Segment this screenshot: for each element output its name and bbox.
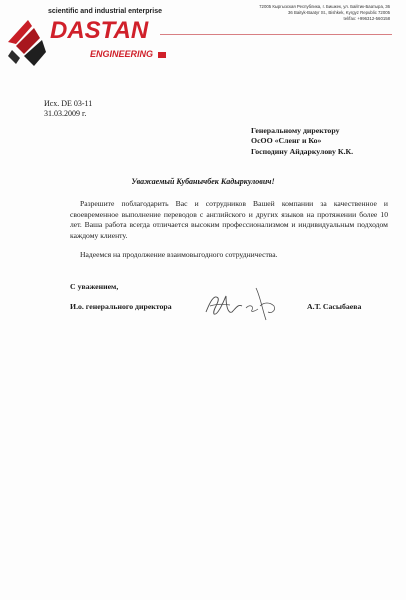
addressee-line-2: ОсОО «Сленг и Ко»: [251, 136, 322, 146]
address-line-3: tel/fax: +996312-560158: [343, 16, 390, 22]
salutation: Уважаемый Кубанычбек Кадыркулович!: [131, 177, 275, 186]
letterhead-divider: [160, 34, 392, 35]
addressee-line-1: Генеральному директору: [251, 126, 340, 135]
handwritten-signature: [196, 284, 282, 324]
company-brand-name: DASTAN: [50, 17, 149, 44]
company-tagline: scientific and industrial enterprise: [48, 8, 162, 15]
closing-line: Надеемся на продолжение взаимовыгодного сотрудничества.: [80, 250, 278, 259]
regards: С уважением,: [70, 282, 119, 291]
addressee-block: [251, 126, 353, 157]
brand-subtitle-text: ENGINEERING: [90, 49, 154, 59]
company-brand-subtitle: [90, 49, 166, 59]
reference-date: 31.03.2009 г.: [44, 109, 87, 118]
signer-title: И.о. генерального директора: [70, 302, 172, 311]
reference-number: Исх. DE 03-11: [44, 99, 93, 108]
company-address: [200, 4, 390, 23]
addressee-line-3: Господину Айдаркулову К.К.: [251, 146, 354, 156]
flag-icon: [158, 52, 166, 58]
outgoing-reference: [44, 99, 92, 119]
signer-name: А.Т. Сасыбаева: [307, 302, 362, 311]
dastan-logo-icon: [6, 12, 50, 68]
address-line-2: 36 Baityk-Baatyr St., Bishkek, Kyrgyz Republic 72005: [288, 10, 390, 16]
body-paragraph: Разрешите поблагодарить Вас и сотрудников Вашей компании за качественное и своевременное выполнение переводов с английского и других языков на протяжении более 10 лет. Ваша работа всегда отличается высоким профессионализмом и индивидуальным подходом каждому клиенту.: [70, 199, 388, 240]
address-line-1: 72005 Кыргызская Республика, г. Бишкек, ул. Байтик-Баатыра, 36: [259, 4, 390, 9]
